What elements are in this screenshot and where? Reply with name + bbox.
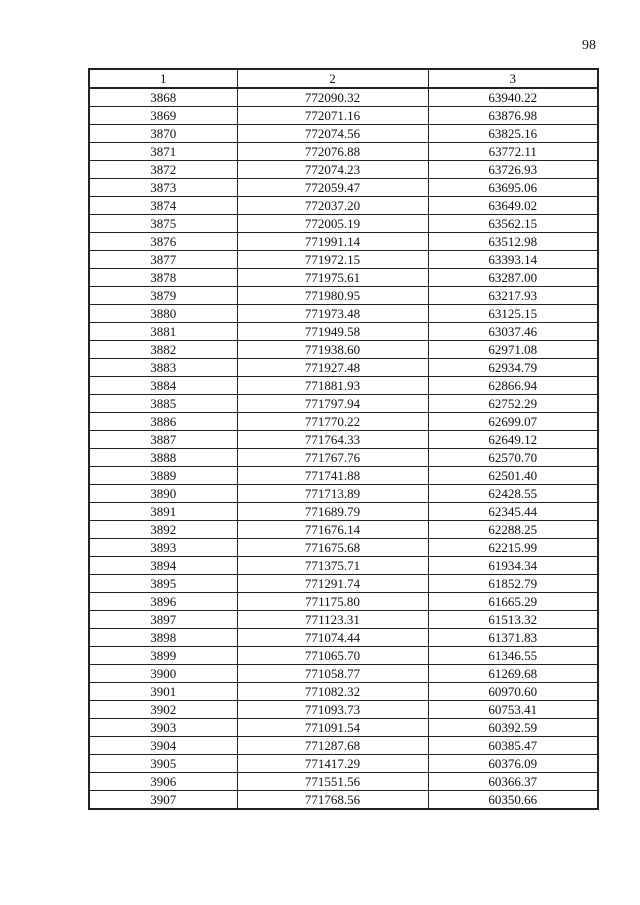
y-coordinate-cell: 62699.07 [428, 413, 598, 431]
point-number-cell: 3890 [89, 485, 237, 503]
y-coordinate-cell: 61269.68 [428, 665, 598, 683]
y-coordinate-cell: 62866.94 [428, 377, 598, 395]
x-coordinate-cell: 771175.80 [237, 593, 428, 611]
point-number-cell: 3894 [89, 557, 237, 575]
table-row [89, 341, 598, 359]
x-coordinate-cell: 771082.32 [237, 683, 428, 701]
x-coordinate-cell: 771074.44 [237, 629, 428, 647]
x-coordinate-cell: 771797.94 [237, 395, 428, 413]
point-number-cell: 3904 [89, 737, 237, 755]
table-row [89, 665, 598, 683]
table-row [89, 773, 598, 791]
y-coordinate-cell: 62428.55 [428, 485, 598, 503]
x-coordinate-cell: 771291.74 [237, 575, 428, 593]
point-number-cell: 3898 [89, 629, 237, 647]
x-coordinate-cell: 771770.22 [237, 413, 428, 431]
x-coordinate-cell: 771764.33 [237, 431, 428, 449]
point-number-cell: 3871 [89, 143, 237, 161]
point-number-cell: 3888 [89, 449, 237, 467]
y-coordinate-cell: 60385.47 [428, 737, 598, 755]
table-row [89, 395, 598, 413]
x-coordinate-cell: 771093.73 [237, 701, 428, 719]
table-row [89, 719, 598, 737]
point-number-cell: 3873 [89, 179, 237, 197]
column-header-1: 1 [89, 69, 237, 88]
x-coordinate-cell: 772074.23 [237, 161, 428, 179]
column-header-2: 2 [237, 69, 428, 88]
x-coordinate-cell: 771949.58 [237, 323, 428, 341]
page-number: 98 [582, 38, 596, 53]
x-coordinate-cell: 772076.88 [237, 143, 428, 161]
x-coordinate-cell: 771065.70 [237, 647, 428, 665]
point-number-cell: 3893 [89, 539, 237, 557]
table-row [89, 233, 598, 251]
table-row [89, 503, 598, 521]
y-coordinate-cell: 63125.15 [428, 305, 598, 323]
x-coordinate-cell: 771881.93 [237, 377, 428, 395]
y-coordinate-cell: 60366.37 [428, 773, 598, 791]
point-number-cell: 3902 [89, 701, 237, 719]
table-row [89, 647, 598, 665]
y-coordinate-cell: 63772.11 [428, 143, 598, 161]
point-number-cell: 3878 [89, 269, 237, 287]
y-coordinate-cell: 62752.29 [428, 395, 598, 413]
point-number-cell: 3897 [89, 611, 237, 629]
x-coordinate-cell: 771417.29 [237, 755, 428, 773]
point-number-cell: 3903 [89, 719, 237, 737]
point-number-cell: 3899 [89, 647, 237, 665]
table-row [89, 539, 598, 557]
point-number-cell: 3891 [89, 503, 237, 521]
point-number-cell: 3881 [89, 323, 237, 341]
table-row [89, 323, 598, 341]
point-number-cell: 3879 [89, 287, 237, 305]
point-number-cell: 3886 [89, 413, 237, 431]
y-coordinate-cell: 62570.70 [428, 449, 598, 467]
x-coordinate-cell: 771768.56 [237, 791, 428, 810]
point-number-cell: 3872 [89, 161, 237, 179]
x-coordinate-cell: 771689.79 [237, 503, 428, 521]
point-number-cell: 3901 [89, 683, 237, 701]
table-row [89, 611, 598, 629]
x-coordinate-cell: 771973.48 [237, 305, 428, 323]
y-coordinate-cell: 60970.60 [428, 683, 598, 701]
x-coordinate-cell: 771091.54 [237, 719, 428, 737]
point-number-cell: 3880 [89, 305, 237, 323]
y-coordinate-cell: 61346.55 [428, 647, 598, 665]
table-row [89, 431, 598, 449]
y-coordinate-cell: 63695.06 [428, 179, 598, 197]
y-coordinate-cell: 63940.22 [428, 88, 598, 107]
x-coordinate-cell: 771938.60 [237, 341, 428, 359]
table-row [89, 88, 598, 107]
point-number-cell: 3868 [89, 88, 237, 107]
header-row [89, 69, 598, 88]
y-coordinate-cell: 62649.12 [428, 431, 598, 449]
table-row [89, 575, 598, 593]
x-coordinate-cell: 771927.48 [237, 359, 428, 377]
table-row [89, 485, 598, 503]
table-row [89, 161, 598, 179]
y-coordinate-cell: 62215.99 [428, 539, 598, 557]
table-row [89, 215, 598, 233]
x-coordinate-cell: 772059.47 [237, 179, 428, 197]
point-number-cell: 3870 [89, 125, 237, 143]
y-coordinate-cell: 63037.46 [428, 323, 598, 341]
y-coordinate-cell: 61852.79 [428, 575, 598, 593]
y-coordinate-cell: 60753.41 [428, 701, 598, 719]
table-row [89, 305, 598, 323]
y-coordinate-cell: 63512.98 [428, 233, 598, 251]
x-coordinate-cell: 772074.56 [237, 125, 428, 143]
x-coordinate-cell: 771972.15 [237, 251, 428, 269]
point-number-cell: 3877 [89, 251, 237, 269]
x-coordinate-cell: 771375.71 [237, 557, 428, 575]
point-number-cell: 3887 [89, 431, 237, 449]
table-row [89, 287, 598, 305]
point-number-cell: 3876 [89, 233, 237, 251]
y-coordinate-cell: 60392.59 [428, 719, 598, 737]
y-coordinate-cell: 63649.02 [428, 197, 598, 215]
table-body [89, 88, 598, 809]
x-coordinate-cell: 771287.68 [237, 737, 428, 755]
point-number-cell: 3905 [89, 755, 237, 773]
table-row [89, 197, 598, 215]
x-coordinate-cell: 772005.19 [237, 215, 428, 233]
x-coordinate-cell: 771713.89 [237, 485, 428, 503]
point-number-cell: 3869 [89, 107, 237, 125]
table-row [89, 791, 598, 810]
y-coordinate-cell: 62345.44 [428, 503, 598, 521]
table-row [89, 737, 598, 755]
table-row [89, 593, 598, 611]
point-number-cell: 3896 [89, 593, 237, 611]
x-coordinate-cell: 771767.76 [237, 449, 428, 467]
point-number-cell: 3900 [89, 665, 237, 683]
table-row [89, 107, 598, 125]
table-row [89, 359, 598, 377]
table-row [89, 449, 598, 467]
column-header-3: 3 [428, 69, 598, 88]
x-coordinate-cell: 771058.77 [237, 665, 428, 683]
y-coordinate-cell: 60350.66 [428, 791, 598, 810]
y-coordinate-cell: 62288.25 [428, 521, 598, 539]
x-coordinate-cell: 771975.61 [237, 269, 428, 287]
x-coordinate-cell: 771980.95 [237, 287, 428, 305]
table-row [89, 269, 598, 287]
y-coordinate-cell: 63876.98 [428, 107, 598, 125]
y-coordinate-cell: 62971.08 [428, 341, 598, 359]
point-number-cell: 3883 [89, 359, 237, 377]
table-row [89, 701, 598, 719]
x-coordinate-cell: 771675.68 [237, 539, 428, 557]
point-number-cell: 3882 [89, 341, 237, 359]
table-row [89, 557, 598, 575]
y-coordinate-cell: 63726.93 [428, 161, 598, 179]
x-coordinate-cell: 772090.32 [237, 88, 428, 107]
y-coordinate-cell: 62934.79 [428, 359, 598, 377]
y-coordinate-cell: 63562.15 [428, 215, 598, 233]
coordinates-table [88, 68, 599, 810]
y-coordinate-cell: 63217.93 [428, 287, 598, 305]
x-coordinate-cell: 771123.31 [237, 611, 428, 629]
point-number-cell: 3885 [89, 395, 237, 413]
point-number-cell: 3889 [89, 467, 237, 485]
table-row [89, 179, 598, 197]
table-header [89, 69, 598, 88]
table-row [89, 251, 598, 269]
point-number-cell: 3875 [89, 215, 237, 233]
x-coordinate-cell: 771741.88 [237, 467, 428, 485]
y-coordinate-cell: 62501.40 [428, 467, 598, 485]
x-coordinate-cell: 772037.20 [237, 197, 428, 215]
y-coordinate-cell: 61371.83 [428, 629, 598, 647]
table-row [89, 629, 598, 647]
table-row [89, 755, 598, 773]
point-number-cell: 3907 [89, 791, 237, 810]
x-coordinate-cell: 771551.56 [237, 773, 428, 791]
y-coordinate-cell: 61513.32 [428, 611, 598, 629]
y-coordinate-cell: 60376.09 [428, 755, 598, 773]
table-row [89, 143, 598, 161]
x-coordinate-cell: 772071.16 [237, 107, 428, 125]
table-row [89, 467, 598, 485]
table-row [89, 683, 598, 701]
y-coordinate-cell: 61934.34 [428, 557, 598, 575]
table-row [89, 413, 598, 431]
x-coordinate-cell: 771991.14 [237, 233, 428, 251]
y-coordinate-cell: 63393.14 [428, 251, 598, 269]
point-number-cell: 3906 [89, 773, 237, 791]
point-number-cell: 3892 [89, 521, 237, 539]
x-coordinate-cell: 771676.14 [237, 521, 428, 539]
table-row [89, 125, 598, 143]
y-coordinate-cell: 63825.16 [428, 125, 598, 143]
point-number-cell: 3895 [89, 575, 237, 593]
y-coordinate-cell: 63287.00 [428, 269, 598, 287]
point-number-cell: 3884 [89, 377, 237, 395]
table-row [89, 377, 598, 395]
point-number-cell: 3874 [89, 197, 237, 215]
table-row [89, 521, 598, 539]
y-coordinate-cell: 61665.29 [428, 593, 598, 611]
